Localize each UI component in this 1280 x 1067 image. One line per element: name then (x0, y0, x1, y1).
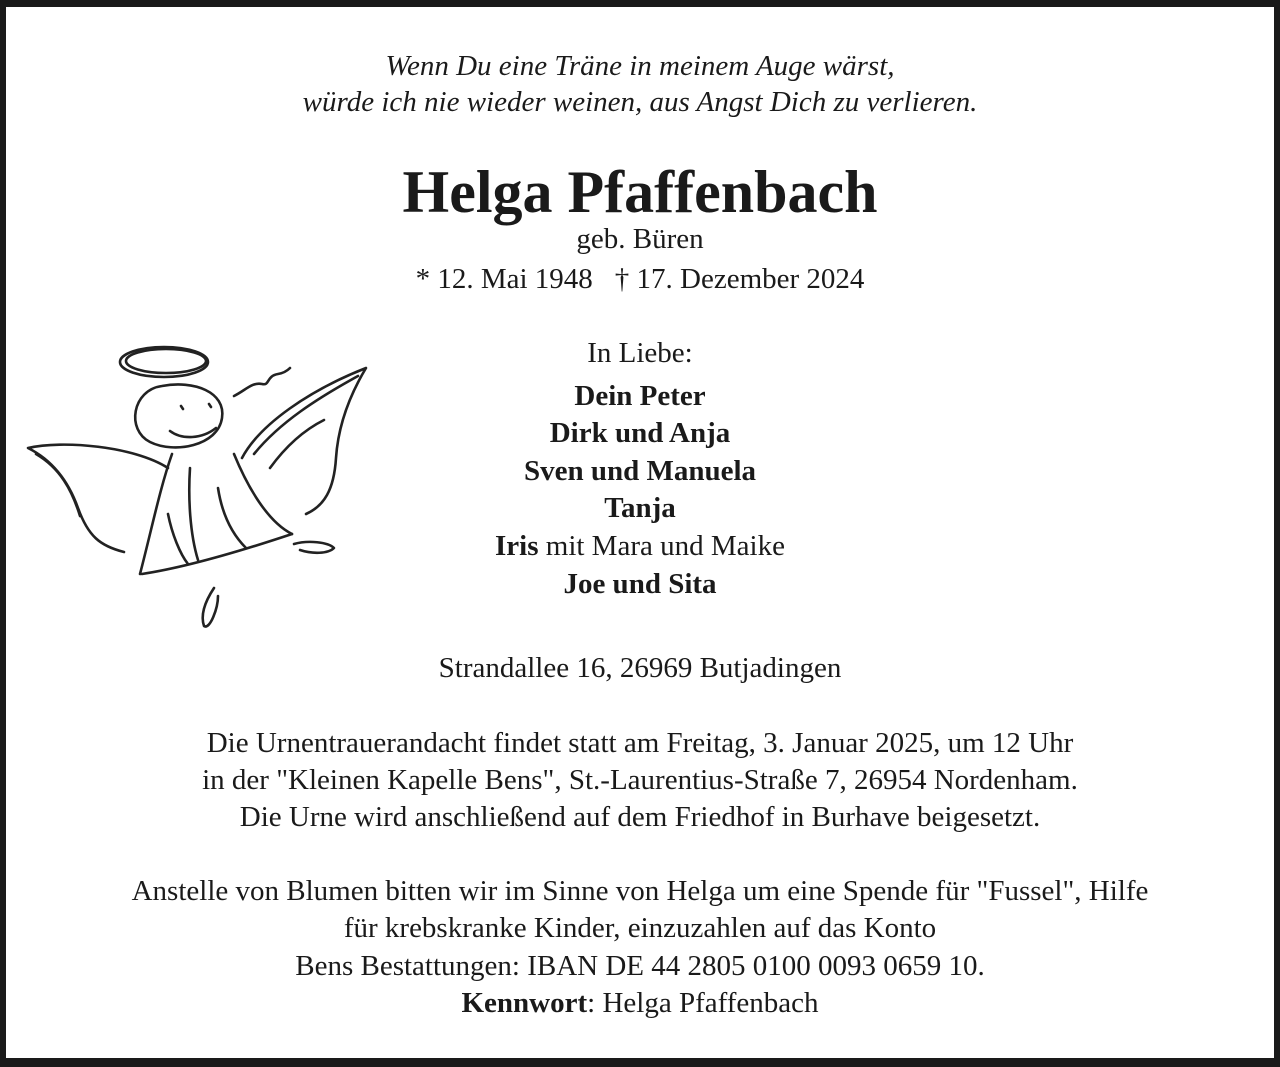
mourner-name: Dirk und Anja (549, 417, 731, 449)
poem-line-2: würde ich nie wieder weinen, aus Angst Dich zu verlieren. (302, 86, 978, 118)
mourner-iris-name: Iris (495, 530, 539, 562)
mourner-iris-rest: mit Mara und Maike (538, 530, 785, 562)
poem-line-1: Wenn Du eine Träne in meinem Auge wärst, (385, 50, 895, 82)
donation-line-2: für krebskranke Kinder, einzuzahlen auf das Konto (343, 912, 937, 944)
address: Strandallee 16, 26969 Butjadingen (438, 652, 842, 684)
donation-line-1: Anstelle von Blumen bitten wir im Sinne von Helga um eine Spende für "Fussel", Hilfe (131, 875, 1149, 907)
keyword-label: Kennwort (461, 987, 588, 1019)
service-line-2: in der "Kleinen Kapelle Bens", St.-Laurentius-Straße 7, 26954 Nordenham. (202, 764, 1078, 796)
donation-line-3: Bens Bestattungen: IBAN DE 44 2805 0100 0093 0659 10. (295, 950, 985, 982)
service-line-3: Die Urne wird anschließend auf dem Friedhof in Burhave beigesetzt. (239, 801, 1041, 833)
deceased-name: Helga Pfaffenbach (402, 159, 878, 225)
maiden-name: geb. Büren (576, 223, 704, 255)
angel-drawing-icon (22, 338, 372, 638)
life-dates (0, 261, 1280, 297)
birth-date: * 12. Mai 1948 (415, 263, 593, 295)
mourner-name: Sven und Manuela (523, 455, 757, 487)
keyword-value: : Helga Pfaffenbach (587, 987, 819, 1019)
mourner-name: Tanja (604, 492, 676, 524)
death-date: † 17. Dezember 2024 (614, 263, 865, 295)
mourner-name: Dein Peter (574, 380, 706, 412)
donation-keyword (0, 985, 1280, 1021)
service-line-1: Die Urnentrauerandacht findet statt am Freitag, 3. Januar 2025, um 12 Uhr (206, 727, 1074, 759)
mourner-name: Joe und Sita (563, 568, 717, 600)
mourners-intro: In Liebe: (587, 337, 693, 369)
